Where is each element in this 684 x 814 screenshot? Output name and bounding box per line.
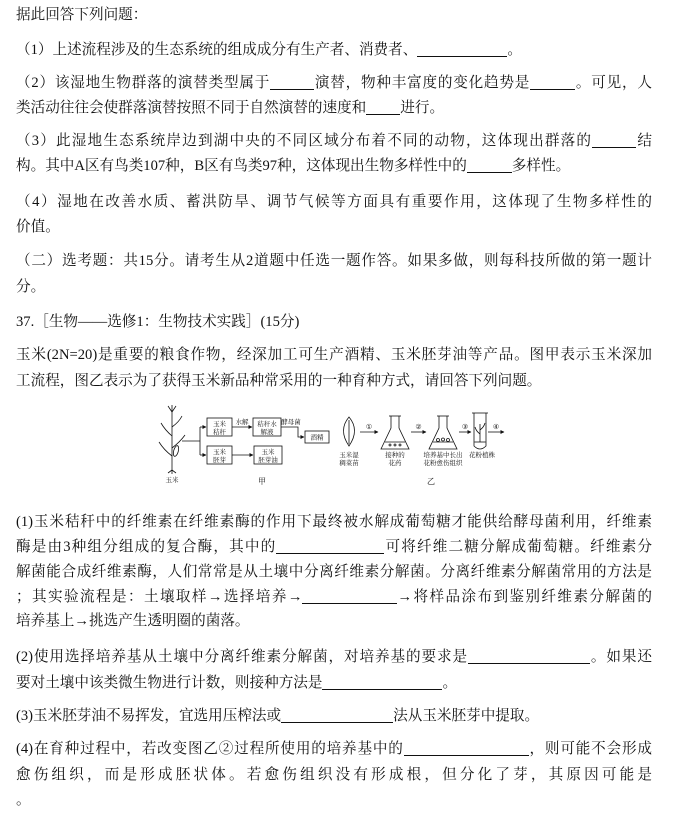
question-text: 。可见，人 <box>575 75 652 91</box>
sub-question-1-line-1 <box>16 513 652 531</box>
flask-2-drawing <box>429 416 457 449</box>
question-text: 多样性。 <box>511 158 571 174</box>
question-text: （1）上述流程涉及的生态系统的组成成分有生产者、消费者、 <box>16 42 418 58</box>
germ-oil-box-text: 玉米 <box>261 449 275 456</box>
question-37-stem-line-1 <box>16 346 652 364</box>
question-3-line-1 <box>16 132 652 150</box>
tube-label: 花粉植株 <box>469 452 495 459</box>
question-2-line-2 <box>16 99 652 117</box>
source-label: 稠菜苗 <box>339 460 359 467</box>
callus-blob <box>447 439 450 442</box>
germ-box-text: 胚芽 <box>213 457 226 464</box>
answer-blank <box>530 77 575 90</box>
question-text: 要对土壤中该类微生物进行计数，则接种方法是 <box>16 675 323 691</box>
flask-1-label: 花药 <box>388 460 402 467</box>
anther-dot <box>389 444 391 446</box>
germ-box-text: 玉米 <box>213 449 226 456</box>
question-text: 可将纤维二糖分解成葡萄糖。纤维素分 <box>384 539 652 555</box>
figure-jia-caption: 甲 <box>258 477 266 486</box>
callus-blob <box>437 439 440 442</box>
question-text: （4）湿地在改善水质、蓄洪防旱、调节气候等方面具有重要作用，这体现了生物多样性的 <box>16 194 652 210</box>
step-3-label: ③ <box>461 423 469 431</box>
sub-question-1-line-3 <box>16 563 652 581</box>
question-text: (3)玉米胚芽油不易挥发，宜选用压榨法或 <box>16 708 282 724</box>
question-text: 类活动往往会使群落演替按照不同于自然演替的速度和 <box>16 100 367 116</box>
elective-text: 分。 <box>16 279 46 295</box>
corn-plant-drawing <box>159 405 185 474</box>
question-1-line <box>16 41 652 59</box>
ethanol-box-text: 酒精 <box>310 434 324 442</box>
figure-yi-caption: 乙 <box>427 477 435 486</box>
answer-blank <box>417 44 507 57</box>
answer-blank <box>302 591 397 604</box>
question-text: 进行。 <box>400 100 445 116</box>
intro-line <box>16 6 652 24</box>
flask-1-drawing <box>381 416 409 449</box>
stem-text: 工流程，图乙表示为了获得玉米新品种常采用的一种育种方式，请回答下列问题。 <box>16 373 542 389</box>
answer-blank <box>467 160 512 173</box>
question-text: (4)在育种过程中，若改变图乙②过程所使用的培养基中的 <box>16 741 404 757</box>
sub-question-3-line <box>16 707 652 725</box>
elective-line-2 <box>16 278 652 296</box>
question-text: 结 <box>636 133 652 149</box>
hydrolysis-label: 水解 <box>235 419 249 426</box>
question-text: 演替，物种丰富度的变化趋势是 <box>314 75 531 91</box>
step-1-label: ① <box>365 423 373 431</box>
sub-question-2-line-1 <box>16 648 652 666</box>
question-2-line-1 <box>16 74 652 92</box>
flask-2-label: 培养基中长出 <box>423 452 463 459</box>
flask-outline <box>429 416 457 449</box>
question-4-line-1 <box>16 193 652 211</box>
source-bud-drawing <box>344 417 355 446</box>
question-text: 。 <box>507 42 522 58</box>
corn-roots <box>168 470 176 474</box>
sub-question-4-line-2 <box>16 766 652 784</box>
step-2-label: ② <box>415 423 422 431</box>
answer-blank <box>322 677 442 690</box>
question-37-stem-line-2 <box>16 372 652 390</box>
intro-text: 据此回答下列问题： <box>16 7 148 23</box>
question-text: （3）此湿地生态系统岸边到湖中央的不同区域分布着不同的动物，这体现出群落的 <box>16 133 593 149</box>
stalk-box-text: 秸秆 <box>213 429 226 436</box>
question-text: 价值。 <box>16 219 60 235</box>
question-text: 解菌能合成纤维素酶，人们常常是从土壤中分离纤维素分解菌。分离纤维素分解菌常用的方法是 <box>16 564 652 580</box>
flask-2-label: 花粉愈伤组织 <box>423 460 463 467</box>
elective-line-1 <box>16 252 652 270</box>
corn-tassel <box>168 405 176 412</box>
sub-question-2-line-2 <box>16 674 652 692</box>
question-text: 构。其中A区有鸟类107种，B区有鸟类97种，这体现出生物多样性中的 <box>16 158 467 174</box>
sub-question-4-line-3 <box>16 791 652 809</box>
question-text: 酶是由3种组分组成的复合酶，其中的 <box>16 539 277 555</box>
question-text: (1)玉米秸秆中的纤维素在纤维素酶的作用下最终被水解成葡萄糖才能供给酵母菌利用，纤维素 <box>16 514 652 530</box>
question-4-line-2 <box>16 218 652 236</box>
answer-blank <box>281 710 393 723</box>
question-text: 。如果还 <box>589 649 652 665</box>
question-37-heading <box>16 313 652 331</box>
question-3-line-2 <box>16 157 652 175</box>
branch-connector <box>182 427 200 455</box>
question-text: （2）该湿地生物群落的演替类型属于 <box>16 75 271 91</box>
yeast-label: 酵母菌 <box>281 419 301 426</box>
plantlet <box>475 423 485 442</box>
stalk-box-text: 玉米 <box>213 421 226 428</box>
hydrolysate-box-text: 解液 <box>260 429 274 436</box>
callus-blob <box>442 438 445 441</box>
question-text: ，则可能不会形成 <box>528 741 652 757</box>
question-text: (2)使用选择培养基从土壤中分离纤维素分解菌，对培养基的要求是 <box>16 649 468 665</box>
sub-question-1-line-4 <box>16 588 652 606</box>
sub-question-1-line-5 <box>16 612 652 630</box>
corn-leaf <box>172 416 182 427</box>
question-text: 培养基上→挑选产生透明圈的菌落。 <box>16 613 250 629</box>
question-text: →将样品涂布到鉴别纤维素分解菌的 <box>397 589 652 605</box>
answer-blank <box>366 102 400 115</box>
question-text: 。 <box>442 675 458 691</box>
flask-1-label: 接种的 <box>385 452 405 459</box>
question-text: ；其实验流程是：土壤取样→选择培养→ <box>16 589 303 605</box>
question-text: 。 <box>16 792 31 808</box>
figure-yi <box>339 413 504 486</box>
step-4-label: ④ <box>492 423 500 431</box>
elective-text: （二）选考题：共15分。请考生从2道题中任选一题作答。如果多做，则每科技所做的第一题计 <box>16 253 652 269</box>
stem-text: 玉米(2N=20)是重要的粮食作物，经深加工可生产酒精、玉米胚芽油等产品。图甲表示玉米深加 <box>16 347 652 363</box>
answer-blank <box>592 135 636 148</box>
corn-leaf <box>161 423 172 436</box>
question-text: 法从玉米胚芽中提取。 <box>393 708 540 724</box>
test-tube-drawing <box>472 413 488 449</box>
anther-dot <box>399 444 401 446</box>
corn-plant-label: 玉米 <box>165 477 179 484</box>
anther-dot <box>394 444 396 446</box>
corn-leaf <box>159 442 172 456</box>
arrow <box>281 427 304 437</box>
answer-blank <box>270 77 314 90</box>
question-text: 愈伤组织，而是形成胚状体。若愈伤组织没有形成根，但分化了芽，其原因可能是 <box>16 767 652 783</box>
sub-question-1-line-2 <box>16 538 652 556</box>
heading-text: 37.［生物——选修1：生物技术实践］(15分) <box>16 314 300 330</box>
answer-blank <box>468 651 590 664</box>
sub-question-4-line-1 <box>16 740 652 758</box>
figure-jia-yi <box>150 404 520 496</box>
figure-jia <box>159 405 329 486</box>
germ-oil-box-text: 胚芽油 <box>258 457 278 464</box>
answer-blank <box>404 743 529 756</box>
answer-blank <box>276 541 384 554</box>
hydrolysate-box-text: 秸秆水 <box>257 421 277 428</box>
source-label: 玉米湿 <box>339 452 359 459</box>
